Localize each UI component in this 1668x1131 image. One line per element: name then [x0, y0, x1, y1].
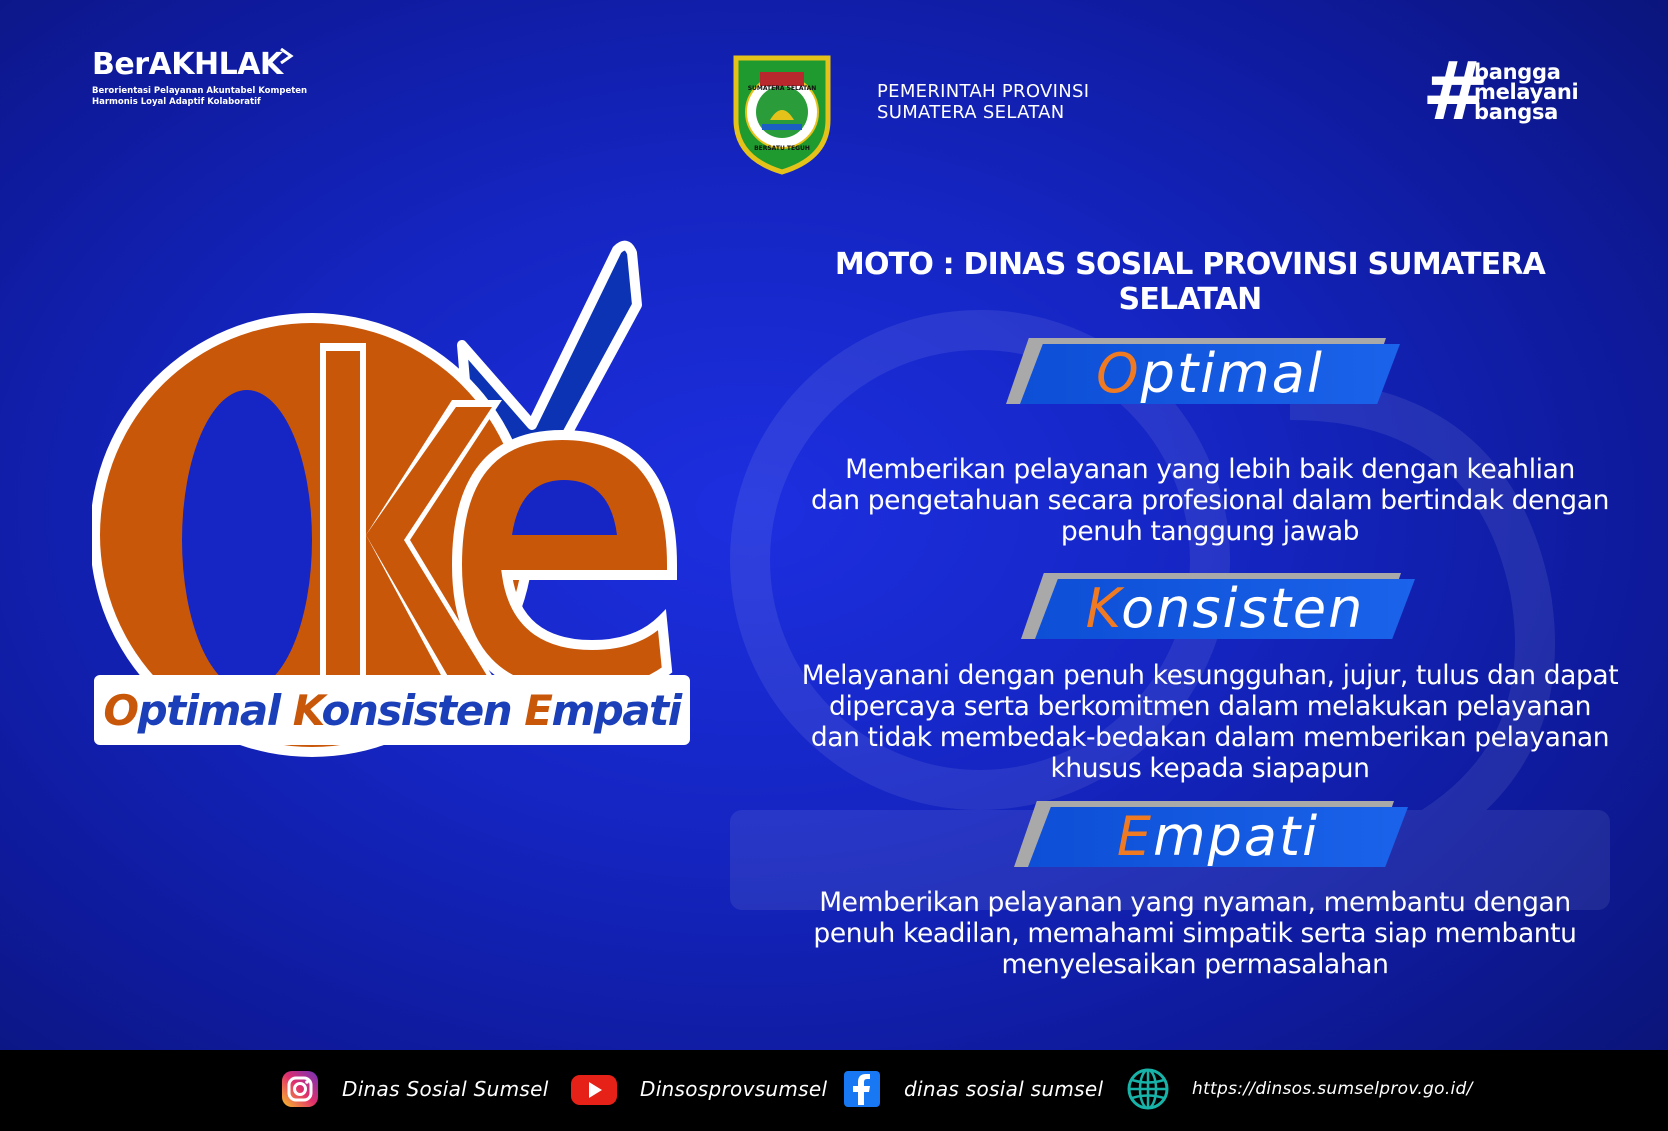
youtube-link[interactable]	[570, 1067, 827, 1111]
hashtag-line1: bangga	[1474, 60, 1561, 84]
hashtag-logo	[1422, 45, 1592, 138]
tagline-k-rest: onsisten	[321, 686, 525, 735]
hashtag-line2: melayani	[1474, 80, 1579, 104]
emblem-top-text: SUMATERA SELATAN	[747, 85, 817, 92]
svg-text:Optimal Konsisten Empati	[103, 686, 682, 735]
banner-konsisten	[1021, 573, 1401, 639]
government-title	[877, 81, 1089, 123]
province-emblem	[730, 50, 834, 176]
government-title-line2: SUMATERA SELATAN	[877, 102, 1065, 123]
empati-description	[790, 887, 1600, 980]
optimal-description	[790, 454, 1630, 547]
facebook-label: dinas sosial sumsel	[904, 1077, 1104, 1101]
berakhlak-title: BerAKHLAK	[92, 47, 283, 82]
optimal-first-letter: O	[1096, 342, 1141, 405]
banner-empati	[1014, 801, 1394, 867]
instagram-link[interactable]	[280, 1067, 549, 1111]
tagline-o-rest: ptimal	[137, 686, 293, 735]
konsisten-desc-line: dipercaya serta berkomitmen dalam melakukan pelayanan	[829, 691, 1591, 722]
website-label: https://dinsos.sumselprov.go.id/	[1192, 1079, 1473, 1099]
moto-title: MOTO : DINAS SOSIAL PROVINSI SUMATERA SELATAN	[834, 247, 1546, 317]
konsisten-rest: onsisten	[1121, 577, 1365, 640]
youtube-icon	[570, 1069, 618, 1109]
berakhlak-logo	[92, 48, 312, 108]
berakhlak-subtitle-line1: Berorientasi Pelayanan Akuntabel Kompeten	[92, 86, 308, 96]
konsisten-description	[790, 660, 1630, 784]
empati-desc-line: Memberikan pelayanan yang nyaman, membantu dengan	[819, 887, 1571, 918]
empati-desc-line: menyelesaikan permasalahan	[1001, 949, 1389, 980]
emblem-bottom-text: BERSATU TEGUH	[754, 145, 810, 152]
banner-optimal	[1006, 338, 1386, 404]
tagline-k-letter: K	[292, 686, 322, 735]
instagram-label: Dinas Sosial Sumsel	[342, 1077, 549, 1101]
youtube-label: Dinsosprovsumsel	[640, 1077, 828, 1101]
tagline-e-rest: mpati	[551, 686, 681, 735]
tagline-o-letter: O	[103, 686, 138, 735]
hashtag-line3: bangsa	[1474, 100, 1559, 124]
globe-icon	[1126, 1067, 1170, 1111]
empati-rest: mpati	[1152, 805, 1320, 868]
instagram-icon	[280, 1069, 320, 1109]
optimal-desc-line: Memberikan pelayanan yang lebih baik dengan keahlian	[845, 454, 1575, 485]
government-title-line1: PEMERINTAH PROVINSI	[877, 81, 1090, 102]
konsisten-desc-line: dan tidak membedak-bedakan dalam memberikan pelayanan	[810, 722, 1610, 753]
konsisten-desc-line: Melayanani dengan penuh kesungguhan, jujur, tulus dan dapat	[801, 660, 1619, 691]
optimal-rest: ptimal	[1140, 342, 1324, 405]
berakhlak-subtitle-line2: Harmonis Loyal Adaptif Kolaboratif	[92, 97, 261, 107]
hashtag-symbol: #	[1422, 45, 1490, 138]
optimal-desc-line: penuh tanggung jawab	[1060, 516, 1360, 547]
chevron-right-icon	[278, 48, 294, 64]
konsisten-first-letter: K	[1085, 577, 1122, 640]
tagline-e-letter: E	[524, 686, 552, 735]
website-link[interactable]	[1126, 1067, 1473, 1111]
empati-first-letter: E	[1116, 805, 1153, 868]
optimal-desc-line: dan pengetahuan secara profesional dalam bertindak dengan	[811, 485, 1609, 516]
facebook-icon	[842, 1069, 882, 1109]
empati-desc-line: penuh keadilan, memahami simpatik serta siap membantu	[813, 918, 1577, 949]
facebook-link[interactable]	[842, 1067, 1103, 1111]
konsisten-desc-line: khusus kepada siapapun	[1050, 753, 1370, 784]
oke-logo	[92, 235, 712, 795]
